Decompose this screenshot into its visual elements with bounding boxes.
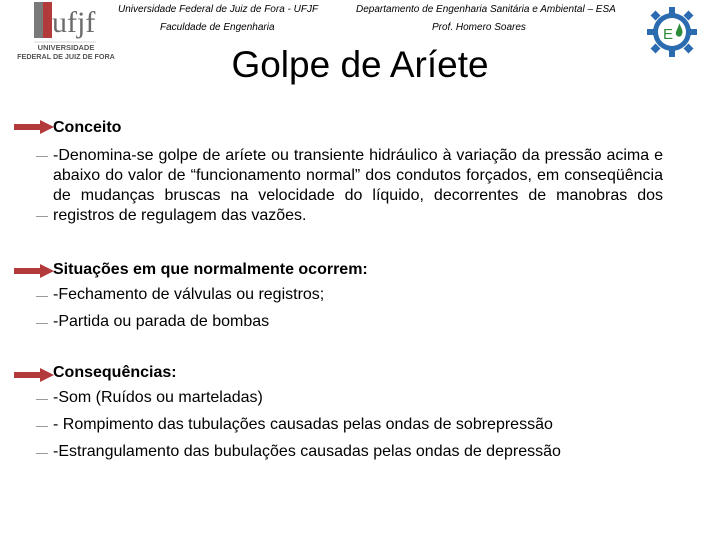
header-department: Departamento de Engenharia Sanitária e Ambiental – ESA bbox=[356, 4, 616, 15]
list-item: - Rompimento das tubulações causadas pelas ondas de sobrepressão bbox=[53, 416, 553, 434]
esa-logo-letter: E bbox=[663, 26, 674, 43]
section-heading-conceito: Conceito bbox=[53, 119, 122, 136]
header-university: Universidade Federal de Juiz de Fora - UFJF bbox=[118, 4, 319, 15]
header-professor: Prof. Homero Soares bbox=[432, 22, 526, 33]
section-heading-situacoes: Situações em que normalmente ocorrem: bbox=[53, 261, 368, 278]
list-item: -Fechamento de válvulas ou registros; bbox=[53, 286, 324, 304]
header-faculty: Faculdade de Engenharia bbox=[160, 22, 275, 33]
page-title: Golpe de Aríete bbox=[231, 44, 489, 85]
ufjf-logo-line-2: FEDERAL DE JUIZ DE FORA bbox=[17, 52, 115, 61]
bullet-tick bbox=[36, 216, 48, 217]
section-heading-consequencias: Consequências: bbox=[53, 364, 177, 381]
ufjf-logo-mark: ufjf bbox=[52, 6, 96, 39]
section-paragraph-conceito: -Denomina-se golpe de aríete ou transiente hidráulico à variação da pressão acima e abaixo do valor de “funcionamento normal” dos condutos forçados, em conseqüência de mudanças bruscas na velocidade do líquido, decorrentes de manobras dos registros de regulagem das vazões. bbox=[53, 147, 663, 224]
ufjf-logo-line-1: UNIVERSIDADE bbox=[37, 43, 95, 52]
section-arrow-icon bbox=[14, 120, 54, 134]
section-arrow-icon bbox=[14, 368, 54, 382]
bullet-tick bbox=[36, 156, 48, 157]
list-item: -Partida ou parada de bombas bbox=[53, 313, 269, 331]
section-arrow-icon bbox=[14, 264, 54, 278]
list-item: -Som (Ruídos ou marteladas) bbox=[53, 389, 263, 407]
list-item: -Estrangulamento das bubulações causadas pelas ondas de depressão bbox=[53, 443, 561, 461]
